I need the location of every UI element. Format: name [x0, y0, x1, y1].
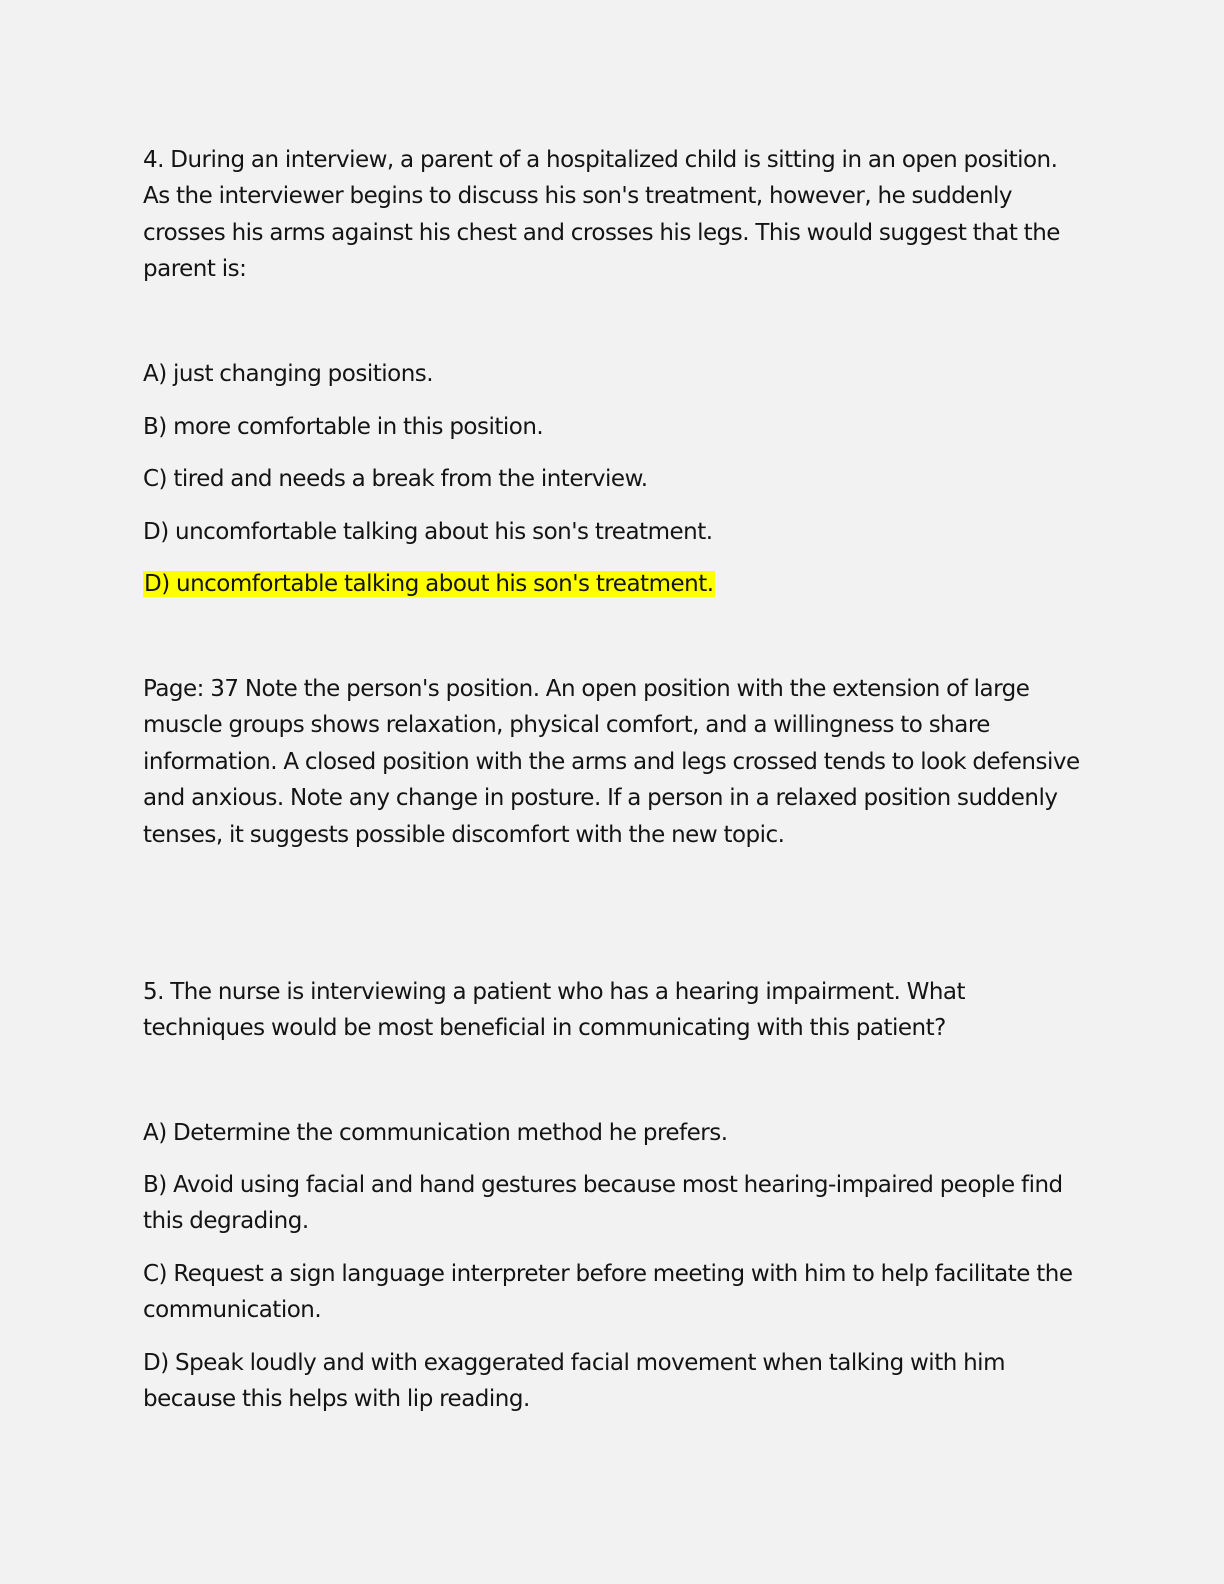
question-5-option-d: D) Speak loudly and with exaggerated facial movement when talking with him because this helps with lip reading.: [143, 1350, 1005, 1413]
question-5-option-c: C) Request a sign language interpreter before meeting with him to help facilitate the communication.: [143, 1261, 1073, 1324]
question-4-option-d: D) uncomfortable talking about his son's treatment.: [143, 519, 713, 545]
question-4-rationale: Page: 37 Note the person's position. An open position with the extension of large muscle groups shows relaxation, physical comfort, and a willingness to share information. A closed position with the arms and legs crossed tends to look defensive and anxious. Note any change in posture. If a person in a relaxed position suddenly tenses, it suggests possible discomfort with the new topic.: [143, 676, 1080, 848]
question-4-answer: [143, 566, 1083, 602]
question-5-option-a: A) Determine the communication method he prefers.: [143, 1120, 728, 1146]
question-4-stem: 4. During an interview, a parent of a hospitalized child is sitting in an open position. As the interviewer begins to discuss his son's treatment, however, he suddenly crosses his arms against his chest and crosses his legs. This would suggest that the parent is:: [143, 147, 1060, 283]
question-5-stem: 5. The nurse is interviewing a patient who has a hearing impairment. What techniques would be most beneficial in communicating with this patient?: [143, 979, 966, 1042]
answer-highlight: D) uncomfortable talking about his son's treatment.: [144, 571, 714, 597]
question-4-option-c: C) tired and needs a break from the interview.: [143, 466, 648, 492]
question-5-option-b: B) Avoid using facial and hand gestures because most hearing-impaired people find this degrading.: [143, 1172, 1063, 1235]
question-4-option-b: B) more comfortable in this position.: [143, 414, 544, 440]
question-4-option-a: A) just changing positions.: [143, 361, 434, 387]
